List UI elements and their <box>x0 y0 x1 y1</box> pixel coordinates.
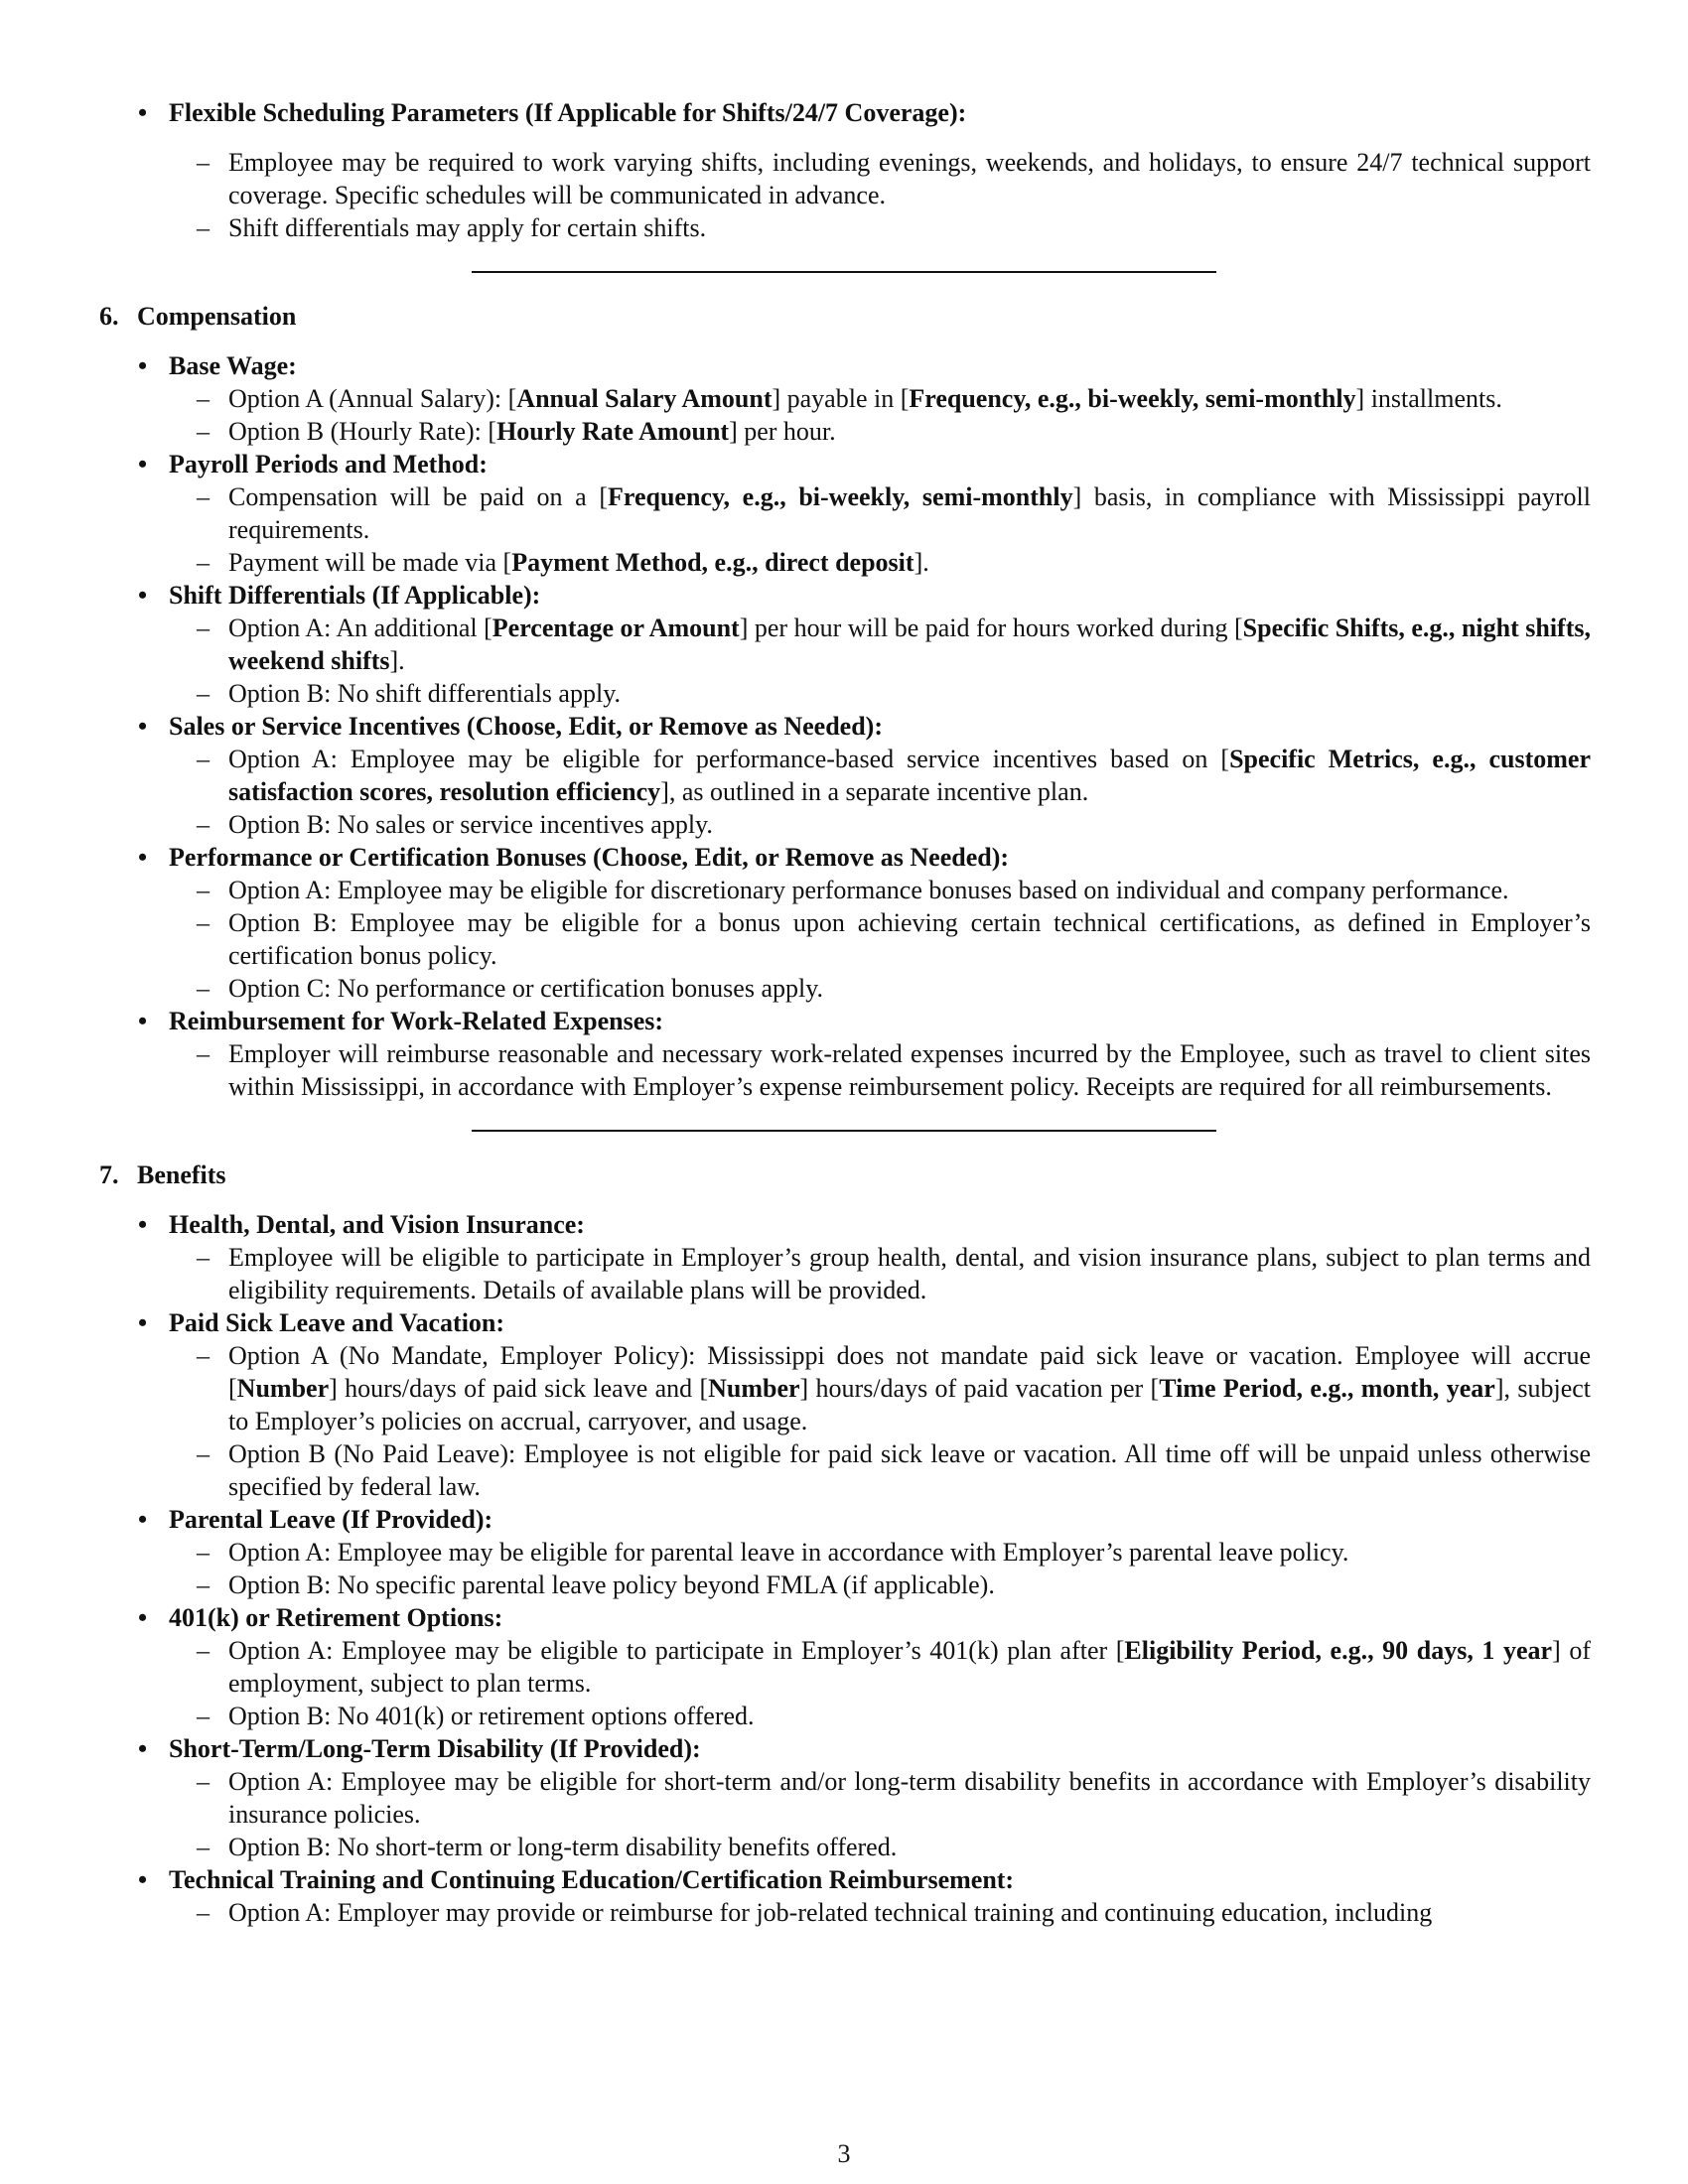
page-number: 3 <box>837 2139 851 2168</box>
list-item: – Compensation will be paid on a [Frequency, e.g., bi-weekly, semi-monthly] basis, in compliance with Mississippi payroll requirements. <box>197 482 1591 544</box>
section-divider <box>472 1130 1216 1132</box>
reimbursement-bullet: • Reimbursement for Work-Related Expenses: – Employer will reimburse reasonable and necessary work-related expenses incurred by the Employee, such as travel to client sites within Mississippi, in accordance with Employer’s expense reimbursement policy. Receipts are required for all reimbursements. <box>138 1007 1591 1101</box>
benefits-list <box>99 1208 1591 1929</box>
health-title: Health, Dental, and Vision Insurance: <box>169 1210 585 1239</box>
incentives-title: Sales or Service Incentives (Choose, Edit, or Remove as Needed): <box>169 712 883 741</box>
base-wage-title: Base Wage: <box>169 351 297 380</box>
parental-title: Parental Leave (If Provided): <box>169 1505 493 1534</box>
list-item: – Option C: No performance or certification bonuses apply. <box>197 974 824 1003</box>
section-heading-benefits <box>99 1159 1591 1191</box>
list-item: – Option B: No 401(k) or retirement options offered. <box>197 1702 755 1730</box>
bullet-marker: • <box>138 98 148 127</box>
list-item: – Payment will be made via [Payment Method, e.g., direct deposit]. <box>197 548 929 577</box>
list-item: – Option B: No short-term or long-term disability benefits offered. <box>197 1833 898 1861</box>
list-item: – Option A: Employee may be eligible for parental leave in accordance with Employer’s parental leave policy. <box>197 1538 1349 1567</box>
scheduling-items <box>169 146 1591 244</box>
incentives-bullet: • Sales or Service Incentives (Choose, Edit, or Remove as Needed): – Option A: Employee may be eligible for performance-based service incentives based on [Specific Metrics, e.g., customer satisfaction scores, resolution efficiency], as outlined in a separate incentive plan. – Option B: No sales or service incentives apply. <box>138 712 1591 839</box>
parental-bullet: • Parental Leave (If Provided): – Option A: Employee may be eligible for parental leave in accordance with Employer’s parental leave policy. – Option B: No specific parental leave policy beyond FMLA (if applicable). <box>99 1503 1591 1601</box>
list-item: – Option A: Employer may provide or reimburse for job-related technical training and continuing education, including <box>197 1898 1433 1927</box>
disability-bullet: • Short-Term/Long-Term Disability (If Provided): – Option A: Employee may be eligible for short-term and/or long-term disability benefits in accordance with Employer’s disability insurance policies. – Option B: No short-term or long-term disability benefits offered. <box>138 1734 1591 1861</box>
sick-leave-bullet: • Paid Sick Leave and Vacation: – Option A (No Mandate, Employer Policy): Mississippi does not mandate paid sick leave or vacation. Employee will accrue [Number] hours/days of paid sick leave and [Number] hours/days of paid vacation per [Time Period, e.g., month, year], subject to Employer’s policies on accrual, carryover, and usage. – Option B (No Paid Leave): Employee is not eligible for paid sick leave or vacation. All time off will be unpaid unless otherwise specified by federal law. <box>138 1308 1591 1501</box>
list-item: – Option B (Hourly Rate): [Hourly Rate Amount] per hour. <box>197 417 836 446</box>
compensation-list <box>99 349 1591 1103</box>
list-item: – Option A: Employee may be eligible for short-term and/or long-term disability benefits in accordance with Employer’s disability insurance policies. <box>197 1767 1591 1829</box>
list-item: – Option A: Employee may be eligible to participate in Employer’s 401(k) plan after [Eligibility Period, e.g., 90 days, 1 year] of employment, subject to plan terms. <box>197 1636 1591 1698</box>
section-title: Compensation <box>137 302 297 331</box>
list-item: – Option B: No shift differentials apply. <box>197 679 622 708</box>
retirement-bullet: • 401(k) or Retirement Options: – Option A: Employee may be eligible to participate in Employer’s 401(k) plan after [Eligibility Period, e.g., 90 days, 1 year] of employment, subject to plan terms. – Option B: No 401(k) or retirement options offered. <box>138 1603 1591 1730</box>
payroll-bullet: • Payroll Periods and Method: – Compensation will be paid on a [Frequency, e.g., bi-weekly, semi-monthly] basis, in compliance with Mississippi payroll requirements. – Payment will be made via [Payment Method, e.g., direct deposit]. <box>138 450 1591 577</box>
list-item: – Option A: Employee may be eligible for performance-based service incentives based on [Specific Metrics, e.g., customer satisfaction scores, resolution efficiency], as outlined in a separate incentive plan. <box>197 745 1591 806</box>
training-bullet: • Technical Training and Continuing Education/Certification Reimbursement: – Option A: Employer may provide or reimburse for job-related technical training and continuing education, including <box>99 1863 1591 1929</box>
sick-leave-title: Paid Sick Leave and Vacation: <box>169 1308 505 1337</box>
list-item: – Shift differentials may apply for certain shifts. <box>197 213 707 242</box>
bonuses-title: Performance or Certification Bonuses (Choose, Edit, or Remove as Needed): <box>169 843 1010 872</box>
training-title: Technical Training and Continuing Education/Certification Reimbursement: <box>169 1865 1015 1894</box>
scheduling-bullet <box>99 96 1591 244</box>
shift-differentials-bullet: • Shift Differentials (If Applicable): – Option A: An additional [Percentage or Amount] per hour will be paid for hours worked during [Specific Shifts, e.g., night shifts, weekend shifts]. – Option B: No shift differentials apply. <box>138 581 1591 708</box>
shift-differentials-title: Shift Differentials (If Applicable): <box>169 581 541 610</box>
list-item: – Option B: No sales or service incentives apply. <box>197 810 713 839</box>
health-bullet: • Health, Dental, and Vision Insurance: – Employee will be eligible to participate in Employer’s group health, dental, and vision insurance plans, subject to plan terms and eligibility requirements. Details of available plans will be provided. <box>138 1210 1591 1304</box>
document-page <box>99 96 1591 1929</box>
list-item: – Employer will reimburse reasonable and necessary work-related expenses incurred by the Employee, such as travel to client sites within Mississippi, in accordance with Employer’s expense reimbursement policy. Receipts are required for all reimbursements. <box>197 1039 1591 1101</box>
section-number: 7. <box>99 1160 119 1189</box>
list-item: – Employee will be eligible to participate in Employer’s group health, dental, and vision insurance plans, subject to plan terms and eligibility requirements. Details of available plans will be provided. <box>197 1243 1591 1304</box>
section-title: Benefits <box>137 1160 226 1189</box>
payroll-title: Payroll Periods and Method: <box>169 450 488 478</box>
scheduling-list <box>99 96 1591 244</box>
list-item: – Option A: Employee may be eligible for discretionary performance bonuses based on individual and company performance. <box>197 876 1509 904</box>
retirement-title: 401(k) or Retirement Options: <box>169 1603 503 1632</box>
list-item: – Option B (No Paid Leave): Employee is not eligible for paid sick leave or vacation. All time off will be unpaid unless otherwise specified by federal law. <box>197 1439 1591 1501</box>
list-item: – Employee may be required to work varying shifts, including evenings, weekends, and holidays, to ensure 24/7 technical support coverage. Specific schedules will be communicated in advance. <box>197 148 1591 209</box>
list-item: – Option B: No specific parental leave policy beyond FMLA (if applicable). <box>197 1570 995 1599</box>
disability-title: Short-Term/Long-Term Disability (If Provided): <box>169 1734 701 1763</box>
section-heading-compensation <box>99 300 1591 333</box>
section-divider <box>472 271 1216 273</box>
bonuses-bullet: • Performance or Certification Bonuses (Choose, Edit, or Remove as Needed): – Option A: Employee may be eligible for discretionary performance bonuses based on individual and company performance. – Option B: Employee may be eligible for a bonus upon achieving certain technical certifications, as defined in Employer’s certification bonus policy. – Option C: No performance or certification bonuses apply. <box>138 843 1591 1003</box>
list-item: – Option B: Employee may be eligible for a bonus upon achieving certain technical certifications, as defined in Employer’s certification bonus policy. <box>197 908 1591 970</box>
list-item: – Option A (No Mandate, Employer Policy): Mississippi does not mandate paid sick leave or vacation. Employee will accrue [Number] hours/days of paid sick leave and [Number] hours/days of paid vacation per [Time Period, e.g., month, year], subject to Employer’s policies on accrual, carryover, and usage. <box>197 1341 1591 1435</box>
list-item: – Option A (Annual Salary): [Annual Salary Amount] payable in [Frequency, e.g., bi-weekly, semi-monthly] installments. <box>197 384 1502 413</box>
reimbursement-title: Reimbursement for Work-Related Expenses: <box>169 1007 664 1035</box>
scheduling-title: Flexible Scheduling Parameters (If Applicable for Shifts/24/7 Coverage): <box>169 98 967 127</box>
list-item: – Option A: An additional [Percentage or Amount] per hour will be paid for hours worked during [Specific Shifts, e.g., night shifts, weekend shifts]. <box>197 614 1591 675</box>
base-wage-bullet: • Base Wage: – Option A (Annual Salary): [Annual Salary Amount] payable in [Frequency, e.g., bi-weekly, semi-monthly] installments. – Option B (Hourly Rate): [Hourly Rate Amount] per hour. <box>99 349 1591 448</box>
section-number: 6. <box>99 302 119 331</box>
